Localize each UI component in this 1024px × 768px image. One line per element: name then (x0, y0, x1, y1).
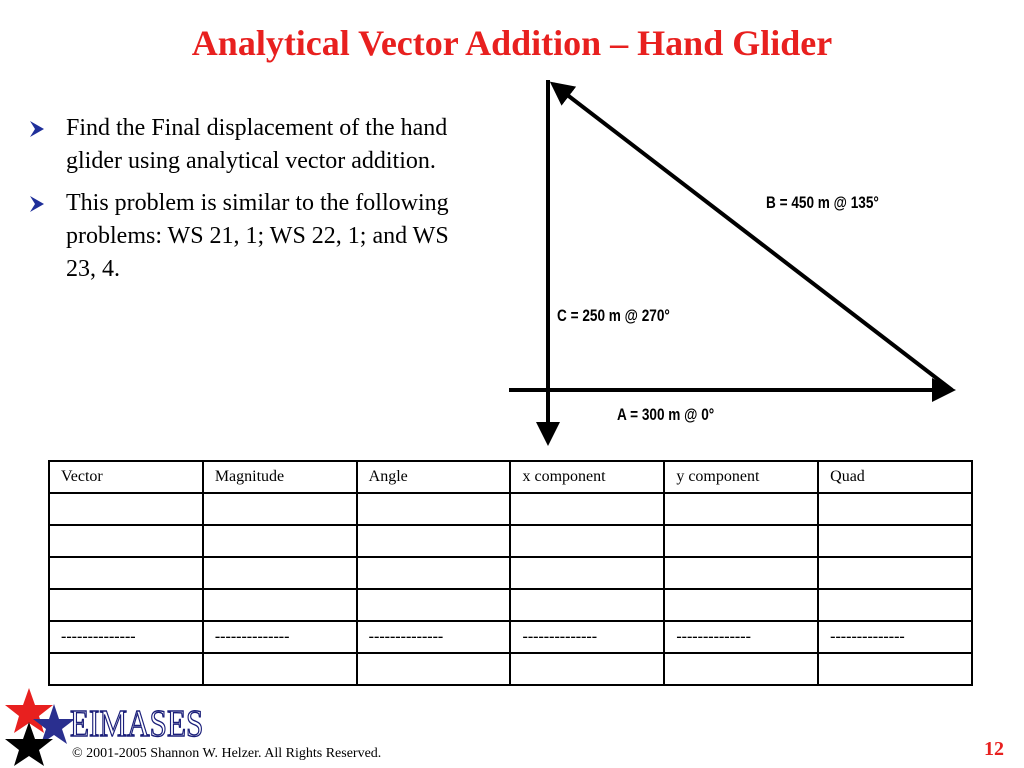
table-cell (357, 653, 511, 685)
table-cell (818, 493, 972, 525)
table-cell (818, 589, 972, 621)
table-cell (49, 557, 203, 589)
table-cell (818, 557, 972, 589)
table-cell (510, 525, 664, 557)
table-row (49, 557, 972, 589)
table-cell (203, 525, 357, 557)
vector-a-label: A = 300 m @ 0° (617, 405, 715, 424)
bullet-text: Find the Final displacement of the hand glider using analytical vector addition. (66, 115, 448, 174)
vector-c-label: C = 250 m @ 270° (557, 306, 670, 325)
table-cell (818, 653, 972, 685)
slide-title: Analytical Vector Addition – Hand Glider (191, 23, 833, 63)
col-header-quad: Quad (818, 461, 972, 493)
table-cell (510, 493, 664, 525)
table-cell (203, 493, 357, 525)
table-cell (510, 557, 664, 589)
separator-cell: -------------- (510, 621, 664, 653)
table-cell (664, 653, 818, 685)
vector-table (48, 460, 973, 686)
col-header-vector: Vector (49, 461, 203, 493)
table-row (49, 493, 972, 525)
table-cell (357, 557, 511, 589)
vector-b-label: B = 450 m @ 135° (766, 193, 879, 212)
brand-logo-text: EIMASES (70, 703, 204, 745)
col-header-angle: Angle (357, 461, 511, 493)
table-cell (49, 525, 203, 557)
table-cell (49, 653, 203, 685)
table-cell (203, 653, 357, 685)
separator-cell: -------------- (49, 621, 203, 653)
table-row (49, 525, 972, 557)
table-cell (357, 493, 511, 525)
table-cell (664, 525, 818, 557)
separator-cell: -------------- (357, 621, 511, 653)
table-cell (510, 589, 664, 621)
col-header-magnitude: Magnitude (203, 461, 357, 493)
vector-b-arrow (553, 84, 952, 390)
table-cell (818, 525, 972, 557)
bullet-text: This problem is similar to the following problems: WS 21, 1; WS 22, 1; and WS 23, 4. (66, 190, 449, 282)
table-cell (357, 525, 511, 557)
table-cell (664, 557, 818, 589)
table-cell (203, 557, 357, 589)
table-row (49, 589, 972, 621)
separator-cell: -------------- (664, 621, 818, 653)
col-header-y-component: y component (664, 461, 818, 493)
table-cell (49, 493, 203, 525)
page-number: 12 (984, 738, 1004, 760)
separator-cell: -------------- (203, 621, 357, 653)
table-cell (664, 493, 818, 525)
table-header-row (49, 461, 972, 493)
separator-cell: -------------- (818, 621, 972, 653)
table-separator-row (49, 621, 972, 653)
table-cell (49, 589, 203, 621)
table-cell (510, 653, 664, 685)
col-header-x-component: x component (510, 461, 664, 493)
table-cell (664, 589, 818, 621)
copyright-text: © 2001-2005 Shannon W. Helzer. All Rights Reserved. (72, 746, 382, 761)
table-row (49, 653, 972, 685)
table-cell (203, 589, 357, 621)
table-cell (357, 589, 511, 621)
